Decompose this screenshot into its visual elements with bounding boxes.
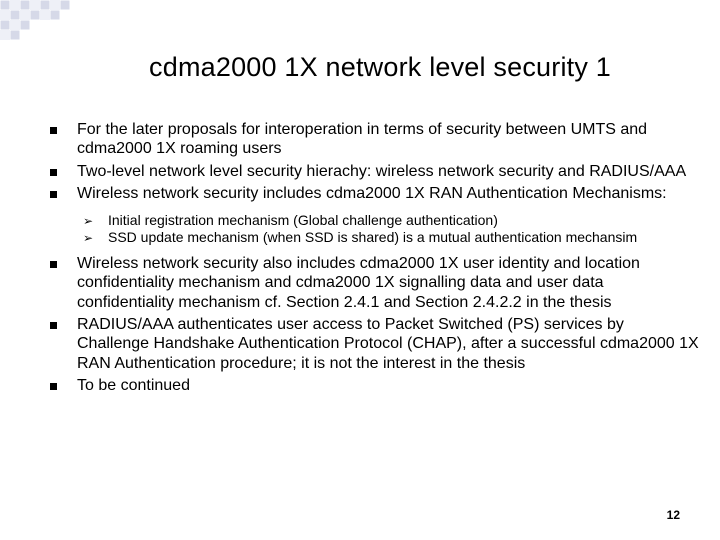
square-bullet-icon xyxy=(50,191,57,198)
bullet-text: Wireless network security includes cdma2000 1X RAN Authentication Mechanisms: xyxy=(77,185,667,203)
square-bullet-icon xyxy=(50,261,57,268)
bullet-item xyxy=(50,120,700,159)
arrow-bullet-icon: ➢ xyxy=(83,213,94,228)
slide-body xyxy=(50,120,700,399)
square-bullet-icon xyxy=(50,383,57,390)
sub-bullet-item xyxy=(83,229,700,246)
bullet-item xyxy=(50,315,700,373)
bullet-text: RADIUS/AAA authenticates user access to Packet Switched (PS) services by Challenge Handshake Authentication Protocol (CHAP), after a successful cdma2000 1X RAN Authentication procedure; it is not the interest in the thesis xyxy=(77,316,699,372)
arrow-bullet-icon: ➢ xyxy=(83,231,94,246)
sub-bullet-text: SSD update mechanism (when SSD is shared) is a mutual authentication mechansim xyxy=(108,229,638,246)
bullet-text: To be continued xyxy=(77,377,190,395)
bullet-item xyxy=(50,254,700,312)
square-bullet-icon xyxy=(50,169,57,176)
bullet-item xyxy=(50,162,700,181)
bullet-item xyxy=(50,376,700,395)
sub-bullet-list xyxy=(83,212,700,246)
bullet-text: Wireless network security also includes cdma2000 1X user identity and location confidentiality mechanism and cdma2000 1X signalling data and user data confidentiality mechanism cf. Section 2.4.1 and Section 2.4.2.2 in the thesis xyxy=(77,254,640,311)
square-bullet-icon xyxy=(50,127,57,134)
square-bullet-icon xyxy=(50,322,57,329)
page-number: 12 xyxy=(666,508,680,522)
corner-checker-decoration xyxy=(0,0,80,40)
sub-bullet-item xyxy=(83,212,700,229)
bullet-item xyxy=(50,184,700,246)
bullet-list xyxy=(50,120,700,396)
bullet-text: Two-level network level security hierachy: wireless network security and RADIUS/AAA xyxy=(77,162,687,180)
slide-title: cdma2000 1X network level security 1 xyxy=(149,52,611,82)
sub-bullet-text: Initial registration mechanism (Global challenge authentication) xyxy=(108,211,498,228)
bullet-text: For the later proposals for interoperation in terms of security between UMTS and cdma2000 1X roaming users xyxy=(77,121,648,158)
